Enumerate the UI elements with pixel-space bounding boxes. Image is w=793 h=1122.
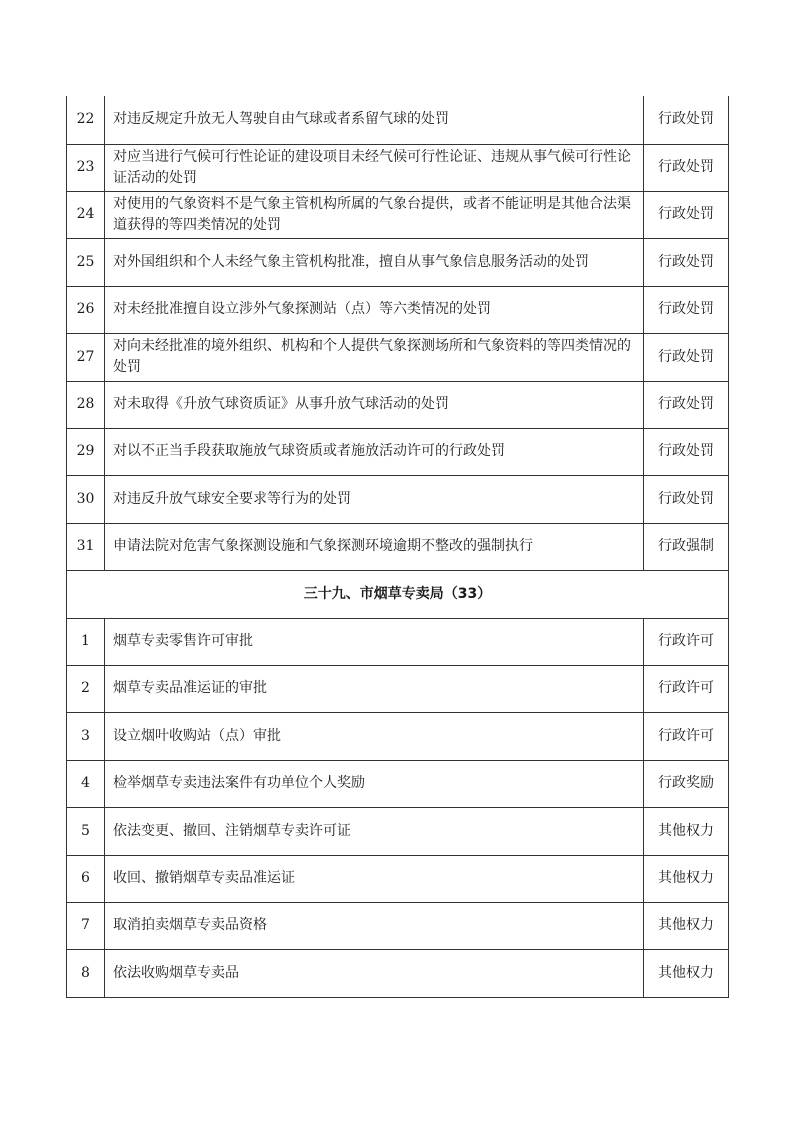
table-row [67,618,729,665]
row-number: 27 [67,333,105,381]
table-row [67,238,729,286]
table-row [67,807,729,855]
table-row [67,902,729,949]
item-type: 其他权力 [644,949,729,997]
row-number: 8 [67,949,105,997]
item-type: 行政强制 [644,523,729,570]
power-list-table [66,96,729,998]
table-row [67,191,729,238]
section-header-row [67,570,729,618]
table-row [67,665,729,712]
item-name: 烟草专卖零售许可审批 [105,618,644,665]
item-name: 依法收购烟草专卖品 [105,949,644,997]
item-type: 行政处罚 [644,428,729,475]
item-type: 其他权力 [644,855,729,902]
item-name: 对应当进行气候可行性论证的建设项目未经气候可行性论证、违规从事气候可行性论证活动的处罚 [105,144,644,191]
row-number: 28 [67,381,105,428]
item-type: 行政处罚 [644,238,729,286]
row-number: 1 [67,618,105,665]
item-name: 对未取得《升放气球资质证》从事升放气球活动的处罚 [105,381,644,428]
item-name: 对以不正当手段获取施放气球资质或者施放活动许可的行政处罚 [105,428,644,475]
row-number: 6 [67,855,105,902]
item-name: 对向未经批准的境外组织、机构和个人提供气象探测场所和气象资料的等四类情况的处罚 [105,333,644,381]
row-number: 24 [67,191,105,238]
item-name: 检举烟草专卖违法案件有功单位个人奖励 [105,760,644,807]
item-name: 对使用的气象资料不是气象主管机构所属的气象台提供，或者不能证明是其他合法渠道获得的等四类情况的处罚 [105,191,644,238]
table-row [67,333,729,381]
table-row [67,381,729,428]
section-title: 三十九、市烟草专卖局（33） [67,570,729,618]
table-row [67,523,729,570]
row-number: 5 [67,807,105,855]
row-number: 4 [67,760,105,807]
item-type: 行政处罚 [644,144,729,191]
item-name: 对违反规定升放无人驾驶自由气球或者系留气球的处罚 [105,96,644,144]
item-type: 行政处罚 [644,475,729,523]
row-number: 30 [67,475,105,523]
table-row [67,428,729,475]
item-type: 行政奖励 [644,760,729,807]
item-name: 收回、撤销烟草专卖品准运证 [105,855,644,902]
item-name: 取消拍卖烟草专卖品资格 [105,902,644,949]
table-row [67,286,729,333]
table-row [67,855,729,902]
row-number: 3 [67,712,105,760]
item-name: 设立烟叶收购站（点）审批 [105,712,644,760]
item-name: 依法变更、撤回、注销烟草专卖许可证 [105,807,644,855]
table-row [67,144,729,191]
item-type: 行政许可 [644,618,729,665]
row-number: 31 [67,523,105,570]
item-type: 其他权力 [644,807,729,855]
item-name: 烟草专卖品准运证的审批 [105,665,644,712]
table-row [67,760,729,807]
item-name: 对违反升放气球安全要求等行为的处罚 [105,475,644,523]
item-name: 申请法院对危害气象探测设施和气象探测环境逾期不整改的强制执行 [105,523,644,570]
item-type: 行政处罚 [644,381,729,428]
item-type: 其他权力 [644,902,729,949]
table-row [67,949,729,997]
row-number: 25 [67,238,105,286]
row-number: 26 [67,286,105,333]
row-number: 7 [67,902,105,949]
row-number: 23 [67,144,105,191]
row-number: 2 [67,665,105,712]
table-row [67,475,729,523]
table-row [67,712,729,760]
item-type: 行政处罚 [644,286,729,333]
item-name: 对未经批准擅自设立涉外气象探测站（点）等六类情况的处罚 [105,286,644,333]
item-type: 行政处罚 [644,191,729,238]
table-row [67,96,729,144]
item-type: 行政处罚 [644,96,729,144]
row-number: 22 [67,96,105,144]
item-type: 行政处罚 [644,333,729,381]
item-name: 对外国组织和个人未经气象主管机构批准，擅自从事气象信息服务活动的处罚 [105,238,644,286]
item-type: 行政许可 [644,712,729,760]
item-type: 行政许可 [644,665,729,712]
row-number: 29 [67,428,105,475]
